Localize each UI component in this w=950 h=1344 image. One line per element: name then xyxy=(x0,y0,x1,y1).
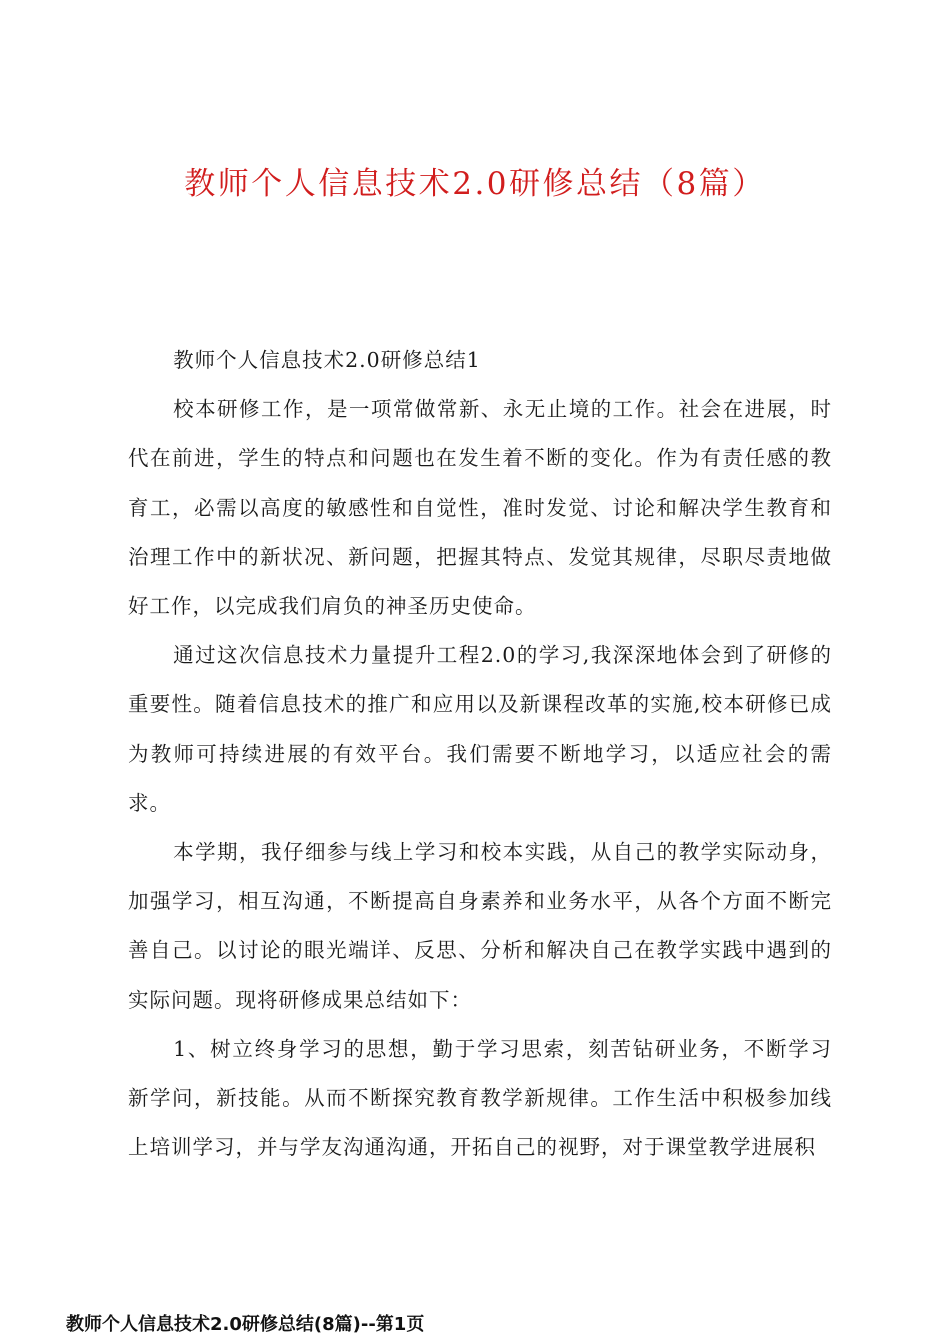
document-body xyxy=(128,336,832,1172)
paragraph-2: 通过这次信息技术力量提升工程2.0的学习,我深深地体会到了研修的重要性。随着信息技术的推广和应用以及新课程改革的实施,校本研修已成为教师可持续进展的有效平台。我们需要不断地学习，以适应社会的需求。 xyxy=(128,643,832,815)
paragraph-4: 1、树立终身学习的思想，勤于学习思索，刻苦钻研业务，不断学习新学问，新技能。从而不断探究教育教学新规律。工作生活中积极参加线上培训学习，并与学友沟通沟通，开拓自己的视野，对于课堂教学进展积 xyxy=(128,1036,832,1160)
section-heading: 教师个人信息技术2.0研修总结1 xyxy=(173,348,481,372)
paragraph-3: 本学期，我仔细参与线上学习和校本实践，从自己的教学实际动身，加强学习，相互沟通，不断提高自身素养和业务水平，从各个方面不断完善自己。以讨论的眼光端详、反思、分析和解决自己在教学实践中遇到的实际问题。现将研修成果总结如下： xyxy=(128,840,832,1012)
paragraph-1: 校本研修工作，是一项常做常新、永无止境的工作。社会在进展，时代在前进，学生的特点和问题也在发生着不断的变化。作为有责任感的教育工，必需以高度的敏感性和自觉性，准时发觉、讨论和解决学生教育和治理工作中的新状况、新问题，把握其特点、发觉其规律，尽职尽责地做好工作，以完成我们肩负的神圣历史使命。 xyxy=(128,397,832,619)
page-footer: 教师个人信息技术2.0研修总结(8篇)--第1页 xyxy=(66,1314,425,1335)
document-title: 教师个人信息技术2.0研修总结（8篇） xyxy=(184,166,766,202)
